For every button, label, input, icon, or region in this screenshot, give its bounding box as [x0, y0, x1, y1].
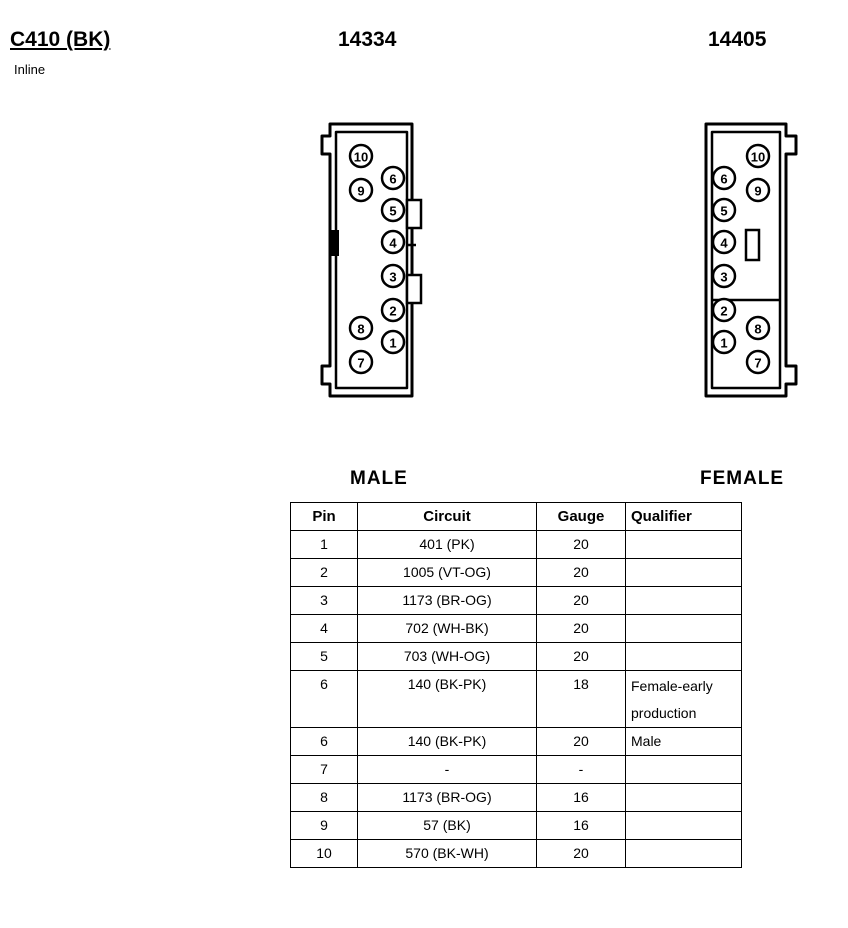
- table-row: [291, 587, 742, 615]
- cell-qualifier: Male: [626, 728, 742, 756]
- cell-pin: 6: [291, 728, 358, 756]
- connector-type-label: Inline: [14, 62, 46, 77]
- column-header-gauge: Gauge: [537, 503, 626, 531]
- male-pin-7-label: 7: [357, 355, 365, 371]
- table-row: [291, 531, 742, 559]
- male-part-number: 14334: [338, 28, 397, 51]
- male-pin-8-label: 8: [357, 321, 365, 337]
- male-pin-5-label: 5: [389, 203, 397, 219]
- female-keyway: [746, 230, 759, 260]
- female-pin-8-label: 8: [754, 321, 762, 337]
- cell-gauge: 20: [537, 531, 626, 559]
- male-pin-10-label: 10: [353, 149, 369, 165]
- cell-qualifier: [626, 615, 742, 643]
- cell-pin: 5: [291, 643, 358, 671]
- cell-pin: 6: [291, 671, 358, 728]
- cell-circuit: 570 (BK-WH): [358, 840, 537, 868]
- cell-circuit: 140 (BK-PK): [358, 671, 537, 728]
- female-pin-5-label: 5: [720, 203, 728, 219]
- cell-gauge: 20: [537, 643, 626, 671]
- female-pin-10-label: 10: [750, 149, 766, 165]
- male-pin-6-label: 6: [389, 171, 397, 187]
- cell-qualifier: [626, 756, 742, 784]
- cell-circuit: 703 (WH-OG): [358, 643, 537, 671]
- table-row: [291, 840, 742, 868]
- column-header-circuit: Circuit: [358, 503, 537, 531]
- cell-gauge: 20: [537, 615, 626, 643]
- male-caption: MALE: [350, 468, 408, 489]
- cell-qualifier: [626, 587, 742, 615]
- table-header-row: [291, 503, 742, 531]
- female-connector-diagram: [686, 120, 816, 405]
- cell-pin: 2: [291, 559, 358, 587]
- cell-qualifier: [626, 643, 742, 671]
- cell-gauge: 20: [537, 587, 626, 615]
- cell-pin: 10: [291, 840, 358, 868]
- female-pin-6-label: 6: [720, 171, 728, 187]
- female-caption: FEMALE: [700, 468, 785, 489]
- cell-circuit: 57 (BK): [358, 812, 537, 840]
- male-right-tab-lower: [407, 275, 421, 303]
- male-connector-diagram: [312, 120, 452, 405]
- male-pin-4-label: 4: [389, 235, 397, 251]
- cell-qualifier: [626, 812, 742, 840]
- cell-qualifier: [626, 784, 742, 812]
- cell-gauge: -: [537, 756, 626, 784]
- cell-qualifier: Female-early production: [626, 671, 742, 728]
- cell-gauge: 20: [537, 728, 626, 756]
- cell-qualifier: [626, 559, 742, 587]
- table-row: [291, 643, 742, 671]
- cell-gauge: 16: [537, 812, 626, 840]
- female-pin-2-label: 2: [720, 303, 728, 319]
- female-pin-3-label: 3: [720, 269, 728, 285]
- cell-qualifier: [626, 531, 742, 559]
- cell-pin: 8: [291, 784, 358, 812]
- table-row: [291, 784, 742, 812]
- cell-gauge: 18: [537, 671, 626, 728]
- cell-circuit: 401 (PK): [358, 531, 537, 559]
- cell-pin: 3: [291, 587, 358, 615]
- female-pin-1-label: 1: [720, 335, 728, 351]
- column-header-qualifier: Qualifier: [626, 503, 742, 531]
- table-row: [291, 812, 742, 840]
- table-row: [291, 559, 742, 587]
- cell-pin: 1: [291, 531, 358, 559]
- male-pin-3-label: 3: [389, 269, 397, 285]
- cell-circuit: 1173 (BR-OG): [358, 587, 537, 615]
- cell-pin: 4: [291, 615, 358, 643]
- female-pin-9-label: 9: [754, 183, 762, 199]
- cell-circuit: 140 (BK-PK): [358, 728, 537, 756]
- female-part-number: 14405: [708, 28, 767, 51]
- cell-gauge: 20: [537, 840, 626, 868]
- column-header-pin: Pin: [291, 503, 358, 531]
- table-row: [291, 756, 742, 784]
- connector-id-label: C410 (BK): [10, 28, 111, 51]
- cell-circuit: -: [358, 756, 537, 784]
- cell-circuit: 702 (WH-BK): [358, 615, 537, 643]
- cell-gauge: 16: [537, 784, 626, 812]
- cell-circuit: 1173 (BR-OG): [358, 784, 537, 812]
- female-pin-7-label: 7: [754, 355, 762, 371]
- cell-pin: 9: [291, 812, 358, 840]
- table-row: [291, 615, 742, 643]
- cell-circuit: 1005 (VT-OG): [358, 559, 537, 587]
- table-row: [291, 728, 742, 756]
- male-right-tab-upper: [407, 200, 421, 228]
- cell-qualifier: [626, 840, 742, 868]
- male-left-latch-slot: [330, 230, 339, 256]
- male-pin-2-label: 2: [389, 303, 397, 319]
- male-pin-1-label: 1: [389, 335, 397, 351]
- female-pin-4-label: 4: [720, 235, 728, 251]
- table-row: [291, 671, 742, 728]
- male-pin-9-label: 9: [357, 183, 365, 199]
- pin-table: [290, 502, 742, 868]
- cell-pin: 7: [291, 756, 358, 784]
- cell-gauge: 20: [537, 559, 626, 587]
